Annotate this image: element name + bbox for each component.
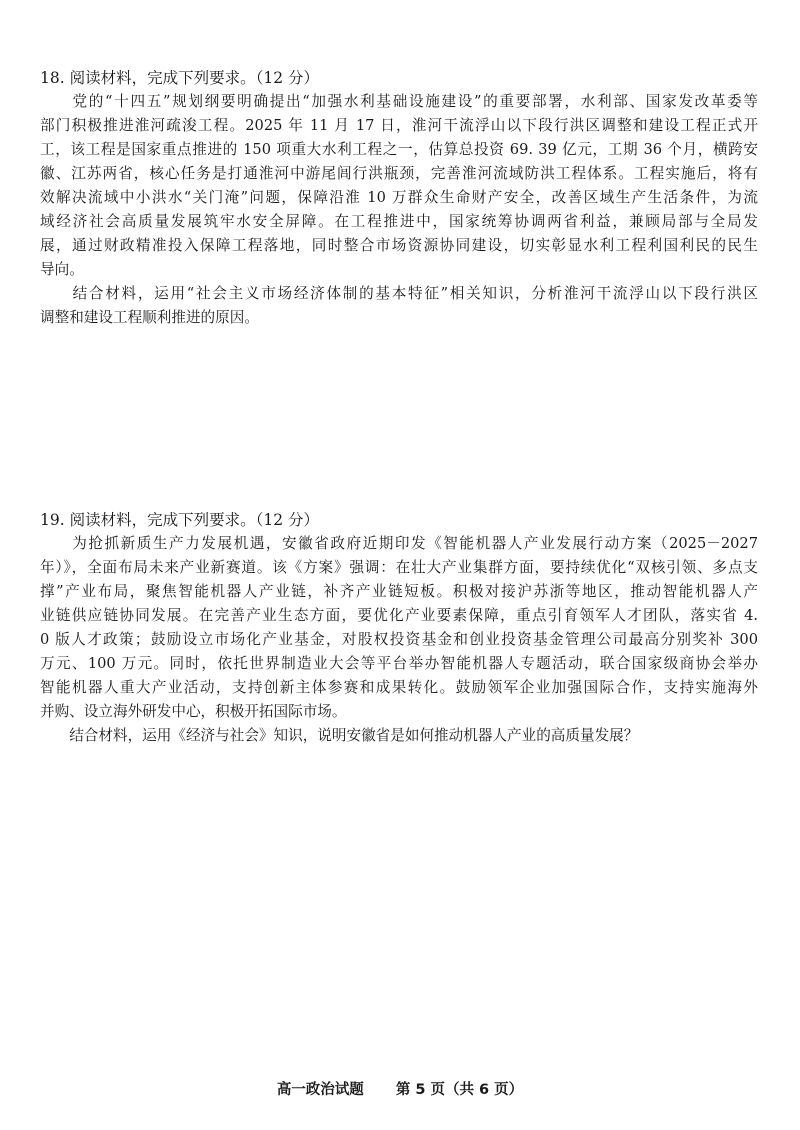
q18-material-line: 展，通过财政精准投入保障工程落地，同时整合市场资源协同建设，切实彰显水利工程利国利民的民生 [40,237,758,254]
footer-subject: 高一政治试题 [276,1082,364,1098]
q19-material-line: 智能机器人重大产业活动，支持创新主体参赛和成果转化。鼓励领军企业加强国际合作，支持实施海外 [40,679,758,696]
q18-material-line: 域经济社会高质量发展筑牢水安全屏障。在工程推进中，国家统筹协调两省利益，兼顾局部与全局发 [40,213,758,230]
question-18-heading: 18. 阅读材料，完成下列要求。（12 分） [40,69,319,87]
q18-material-line: 党的“十四五”规划纲要明确提出“加强水利基础设施建设”的重要部署，水利部、国家发改革委等 [40,93,758,110]
question-19 [40,508,758,748]
q18-material-line: 徽、江苏两省，核心任务是打通淮河中游尾闾行洪瓶颈，完善淮河流域防洪工程体系。工程实施后，将有 [40,165,758,182]
q18-material-line: 部门积极推进淮河疏浚工程。2025 年 11 月 17 日，淮河干流浮山以下段行洪区调整和建设工程正式开 [40,117,758,134]
q19-material-line: 并购、设立海外研发中心，积极开拓国际市场。 [40,703,347,720]
q18-prompt-line: 结合材料，运用“社会主义市场经济体制的基本特征”相关知识，分析淮河干流浮山以下段行洪区 [40,285,758,302]
q19-material-line: 万元、100 万元。同时，依托世界制造业大会等平台举办智能机器人专题活动，联合国家级商协会举办 [40,655,758,672]
q18-material-line: 导向。 [40,261,84,278]
q19-material-line: 为抢抓新质生产力发展机遇，安徽省政府近期印发《智能机器人产业发展行动方案（2025－2027 [40,535,758,552]
q18-material-line: 效解决流域中小洪水“关门淹”问题，保障沿淮 10 万群众生命财产安全，改善区域生产生活条件，为流 [40,189,758,206]
q18-prompt-line: 调整和建设工程顺利推进的原因。 [40,309,259,326]
q19-material-line: 业链供应链协同发展。在完善产业生态方面，要优化产业要素保障，重点引育领军人才团队，落实省 4. [40,607,758,624]
q19-material-line: 年）》，全面布局未来产业新赛道。该《方案》强调：在壮大产业集群方面，要持续优化“双核引领、多点支 [40,559,758,576]
page-footer [0,1080,800,1100]
q19-prompt-line: 结合材料，运用《经济与社会》知识，说明安徽省是如何推动机器人产业的高质量发展？ [40,727,639,744]
q19-material-line: 0 版人才政策；鼓励设立市场化产业基金，对股权投资基金和创业投资基金管理公司最高分别奖补 300 [40,631,758,648]
q19-material-line: 撑”产业布局，聚焦智能机器人产业链，补齐产业链短板。积极对接沪苏浙等地区，推动智能机器人产 [40,583,758,600]
question-19-heading: 19. 阅读材料，完成下列要求。（12 分） [40,511,319,529]
footer-page-number: 第 5 页（共 6 页） [395,1082,524,1098]
q18-material-line: 工，该工程是国家重点推进的 150 项重大水利工程之一，估算总投资 69. 39 亿元，工期 36 个月，横跨安 [40,141,758,158]
question-18 [40,66,758,330]
